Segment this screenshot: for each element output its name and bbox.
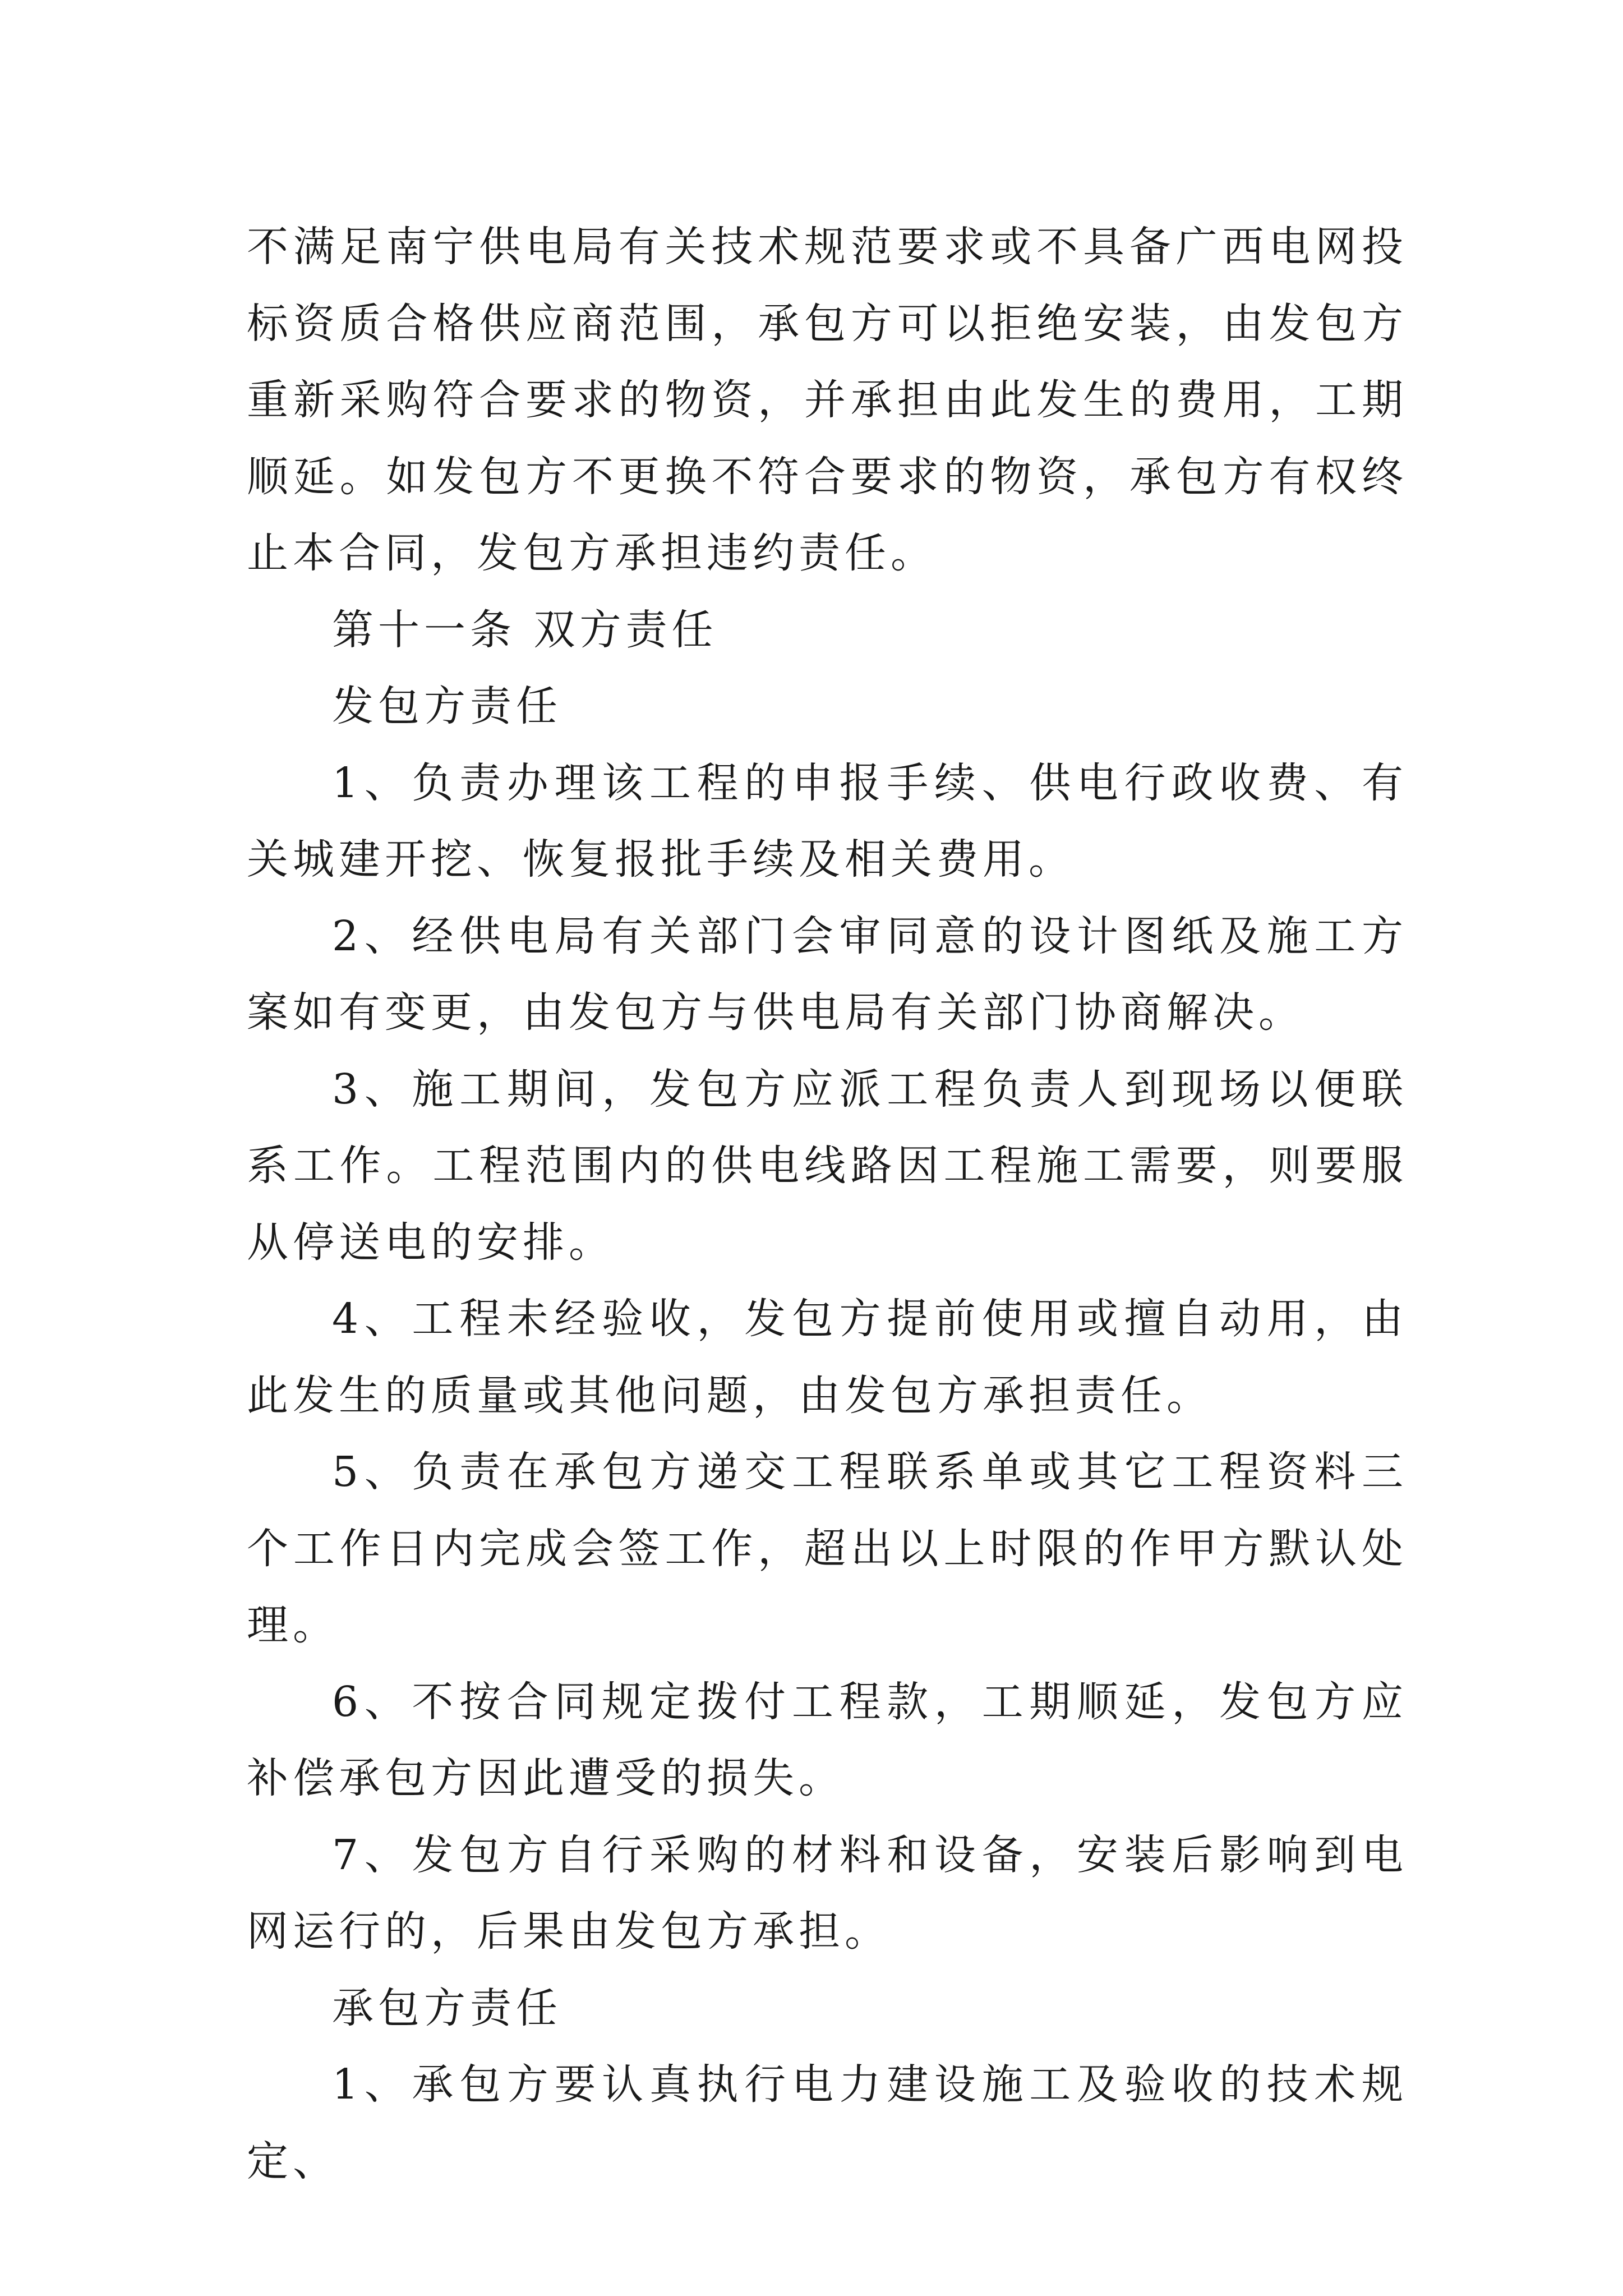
contractor-clause-1: 1、承包方要认真执行电力建设施工及验收的技术规定、: [247, 2060, 1408, 2185]
document-body: [247, 209, 1408, 2200]
employer-clause-3: 3、施工期间，发包方应派工程负责人到现场以便联系工作。工程范围内的供电线路因工程施工需要，则要服从停送电的安排。: [247, 1065, 1408, 1267]
paragraph-materials-requirement: 不满足南宁供电局有关技术规范要求或不具备广西电网投标资质合格供应商范围，承包方可以拒绝安装，由发包方重新采购符合要求的物资，并承担由此发生的费用，工期顺延。如发包方不更换不符合要求的物资，承包方有权终止本合同，发包方承担违约责任。: [247, 223, 1408, 577]
section-heading-employer: 发包方责任: [332, 682, 562, 730]
section-heading-contractor: 承包方责任: [332, 1984, 562, 2032]
employer-clause-4: 4、工程未经验收，发包方提前使用或擅自动用，由此发生的质量或其他问题，由发包方承担责任。: [247, 1295, 1408, 1420]
employer-clause-5: 5、负责在承包方递交工程联系单或其它工程资料三个工作日内完成会签工作，超出以上时限的作甲方默认处理。: [247, 1448, 1408, 1649]
employer-clause-1: 1、负责办理该工程的申报手续、供电行政收费、有关城建开挖、恢复报批手续及相关费用。: [247, 758, 1408, 884]
employer-clause-6: 6、不按合同规定拨付工程款，工期顺延，发包方应补偿承包方因此遭受的损失。: [247, 1677, 1408, 1802]
employer-clause-7: 7、发包方自行采购的材料和设备，安装后影响到电网运行的，后果由发包方承担。: [247, 1830, 1408, 1955]
employer-clause-2: 2、经供电局有关部门会审同意的设计图纸及施工方案如有变更，由发包方与供电局有关部门协商解决。: [247, 912, 1408, 1037]
article-heading: 第十一条 双方责任: [332, 605, 718, 654]
